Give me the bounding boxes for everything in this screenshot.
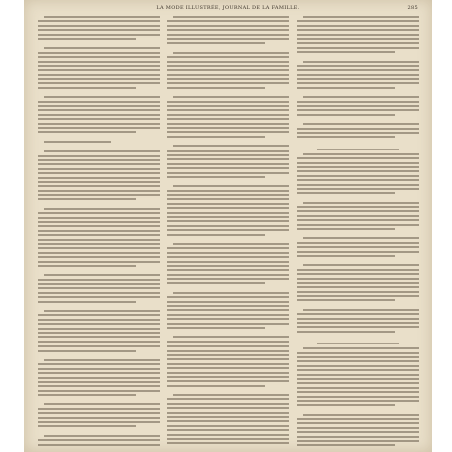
text-line bbox=[44, 16, 160, 18]
text-line bbox=[297, 273, 419, 275]
text-line bbox=[167, 358, 289, 360]
text-line bbox=[297, 313, 419, 315]
text-line bbox=[38, 328, 160, 330]
text-line bbox=[167, 385, 265, 387]
text-line bbox=[297, 278, 419, 280]
text-line bbox=[167, 154, 289, 156]
text-line bbox=[167, 158, 289, 160]
text-line bbox=[44, 150, 160, 152]
text-line bbox=[167, 301, 289, 303]
text-line bbox=[38, 78, 160, 80]
text-line bbox=[297, 132, 419, 134]
text-line bbox=[297, 242, 419, 244]
text-line bbox=[167, 274, 289, 276]
text-line bbox=[38, 385, 160, 387]
text-line bbox=[44, 96, 160, 98]
text-line bbox=[167, 354, 289, 356]
text-line bbox=[44, 141, 111, 143]
text-line bbox=[297, 396, 419, 398]
text-line bbox=[167, 127, 289, 129]
text-line bbox=[38, 439, 160, 441]
text-line bbox=[167, 234, 265, 236]
text-line bbox=[297, 162, 419, 164]
text-line bbox=[167, 101, 289, 103]
text-line bbox=[167, 380, 289, 382]
text-line bbox=[167, 407, 289, 409]
text-line bbox=[167, 305, 289, 307]
text-line bbox=[38, 109, 160, 111]
text-line bbox=[167, 225, 289, 227]
text-line bbox=[167, 203, 289, 205]
text-line bbox=[297, 215, 419, 217]
text-line bbox=[167, 265, 289, 267]
text-line bbox=[297, 157, 419, 159]
text-line bbox=[297, 206, 419, 208]
text-line bbox=[38, 56, 160, 58]
text-line bbox=[297, 404, 395, 406]
text-line bbox=[167, 438, 289, 440]
text-line bbox=[297, 25, 419, 27]
text-line bbox=[297, 128, 419, 130]
text-line bbox=[38, 408, 160, 410]
text-line bbox=[38, 319, 160, 321]
text-line bbox=[38, 69, 160, 71]
text-column-2 bbox=[167, 16, 289, 446]
text-line bbox=[38, 256, 160, 258]
text-line bbox=[38, 292, 160, 294]
text-line bbox=[38, 25, 160, 27]
text-column-1 bbox=[38, 16, 160, 446]
text-line bbox=[297, 20, 419, 22]
text-line bbox=[167, 318, 289, 320]
text-line bbox=[167, 136, 265, 138]
text-line bbox=[173, 243, 289, 245]
text-line bbox=[297, 331, 395, 333]
text-line bbox=[167, 216, 289, 218]
text-line bbox=[297, 34, 419, 36]
text-line bbox=[297, 282, 419, 284]
text-line bbox=[167, 229, 289, 231]
text-line bbox=[38, 217, 160, 219]
text-line bbox=[167, 282, 265, 284]
text-line bbox=[38, 296, 160, 298]
text-line bbox=[167, 114, 289, 116]
text-line bbox=[167, 425, 289, 427]
text-line bbox=[167, 376, 289, 378]
text-line bbox=[303, 309, 419, 311]
page-header bbox=[24, 5, 432, 15]
text-line bbox=[167, 327, 265, 329]
text-line bbox=[167, 42, 265, 44]
text-line bbox=[167, 367, 289, 369]
text-line bbox=[167, 29, 289, 31]
text-line bbox=[297, 291, 419, 293]
text-line bbox=[38, 332, 160, 334]
text-line bbox=[297, 170, 419, 172]
text-line bbox=[38, 345, 160, 347]
text-line bbox=[297, 382, 419, 384]
text-line bbox=[173, 145, 289, 147]
text-line bbox=[297, 326, 419, 328]
text-line bbox=[167, 420, 289, 422]
text-line bbox=[297, 179, 419, 181]
text-line bbox=[167, 190, 289, 192]
paragraph-gap bbox=[297, 141, 419, 146]
text-line bbox=[297, 418, 419, 420]
text-line bbox=[167, 176, 265, 178]
text-line bbox=[167, 194, 289, 196]
text-line bbox=[297, 436, 419, 438]
text-line bbox=[38, 234, 160, 236]
text-line bbox=[297, 318, 419, 320]
text-line bbox=[297, 87, 395, 89]
text-line bbox=[38, 350, 136, 352]
text-line bbox=[38, 323, 160, 325]
text-line bbox=[297, 228, 395, 230]
text-line bbox=[297, 444, 395, 446]
text-line bbox=[38, 239, 160, 241]
text-line bbox=[297, 166, 419, 168]
text-line bbox=[303, 16, 419, 18]
text-line bbox=[44, 359, 160, 361]
text-line bbox=[38, 29, 160, 31]
text-line bbox=[44, 47, 160, 49]
text-line bbox=[38, 368, 160, 370]
text-line bbox=[297, 286, 419, 288]
text-line bbox=[173, 185, 289, 187]
text-line bbox=[167, 416, 289, 418]
text-line bbox=[297, 184, 419, 186]
text-line bbox=[167, 212, 289, 214]
text-line bbox=[44, 208, 160, 210]
text-line bbox=[38, 444, 160, 446]
text-line bbox=[38, 261, 160, 263]
text-line bbox=[173, 96, 289, 98]
text-line bbox=[38, 185, 160, 187]
text-line bbox=[38, 412, 160, 414]
text-line bbox=[38, 114, 160, 116]
text-line bbox=[167, 20, 289, 22]
text-line bbox=[167, 341, 289, 343]
text-line bbox=[38, 74, 160, 76]
text-line bbox=[297, 431, 419, 433]
page-number: 285 bbox=[407, 5, 418, 11]
text-line bbox=[297, 114, 395, 116]
text-line bbox=[297, 378, 419, 380]
text-line bbox=[38, 425, 136, 427]
text-line bbox=[38, 61, 160, 63]
text-line bbox=[297, 65, 419, 67]
text-line bbox=[167, 269, 289, 271]
text-line bbox=[38, 101, 160, 103]
text-line bbox=[38, 363, 160, 365]
text-line bbox=[38, 38, 136, 40]
text-line bbox=[167, 25, 289, 27]
text-line bbox=[38, 247, 160, 249]
text-line bbox=[167, 105, 289, 107]
text-line bbox=[167, 74, 289, 76]
text-line bbox=[167, 69, 289, 71]
text-line bbox=[38, 118, 160, 120]
text-line bbox=[38, 390, 160, 392]
text-line bbox=[167, 247, 289, 249]
text-line bbox=[38, 87, 136, 89]
text-line bbox=[167, 256, 289, 258]
text-line bbox=[297, 219, 419, 221]
text-line bbox=[173, 292, 289, 294]
text-line bbox=[38, 221, 160, 223]
text-line bbox=[297, 400, 419, 402]
text-line bbox=[297, 374, 419, 376]
text-line bbox=[173, 336, 289, 338]
text-line bbox=[167, 34, 289, 36]
text-line bbox=[167, 163, 289, 165]
text-line bbox=[167, 296, 289, 298]
text-line bbox=[297, 69, 419, 71]
text-line bbox=[297, 299, 395, 301]
text-line bbox=[297, 251, 419, 253]
text-line bbox=[167, 252, 289, 254]
text-line bbox=[167, 309, 289, 311]
text-line bbox=[167, 429, 289, 431]
text-line bbox=[297, 101, 419, 103]
text-line bbox=[297, 360, 419, 362]
text-line bbox=[38, 230, 160, 232]
text-line bbox=[303, 264, 419, 266]
text-line bbox=[38, 131, 136, 133]
text-line bbox=[167, 78, 289, 80]
text-line bbox=[38, 252, 160, 254]
text-line bbox=[38, 394, 136, 396]
text-line bbox=[38, 421, 160, 423]
text-line bbox=[303, 202, 419, 204]
text-line bbox=[38, 181, 160, 183]
text-line bbox=[297, 295, 419, 297]
text-line bbox=[38, 212, 160, 214]
text-line bbox=[303, 414, 419, 416]
text-line bbox=[303, 237, 419, 239]
text-line bbox=[38, 265, 136, 267]
text-line bbox=[167, 207, 289, 209]
text-line bbox=[38, 314, 160, 316]
text-line bbox=[167, 87, 265, 89]
text-line bbox=[38, 417, 160, 419]
section-divider bbox=[317, 343, 399, 344]
text-line bbox=[303, 347, 419, 349]
text-line bbox=[303, 96, 419, 98]
text-line bbox=[167, 118, 289, 120]
text-line bbox=[38, 168, 160, 170]
text-line bbox=[297, 365, 419, 367]
text-line bbox=[167, 403, 289, 405]
text-line bbox=[38, 105, 160, 107]
journal-title: LA MODE ILLUSTRÉE, JOURNAL DE LA FAMILLE. bbox=[156, 5, 300, 11]
text-line bbox=[38, 301, 136, 303]
text-line bbox=[297, 224, 419, 226]
text-line bbox=[38, 177, 160, 179]
text-line bbox=[297, 74, 419, 76]
text-line bbox=[38, 127, 160, 129]
text-line bbox=[303, 61, 419, 63]
paragraph-gap bbox=[297, 335, 419, 340]
text-line bbox=[44, 435, 160, 437]
text-line bbox=[297, 255, 395, 257]
text-line bbox=[167, 398, 289, 400]
text-line bbox=[167, 442, 289, 444]
text-line bbox=[167, 109, 289, 111]
text-line bbox=[297, 387, 419, 389]
text-line bbox=[297, 109, 419, 111]
text-line bbox=[297, 322, 419, 324]
text-line bbox=[167, 363, 289, 365]
text-line bbox=[297, 188, 419, 190]
text-line bbox=[297, 246, 419, 248]
text-line bbox=[167, 345, 289, 347]
text-line bbox=[38, 190, 160, 192]
text-line bbox=[167, 372, 289, 374]
text-line bbox=[38, 243, 160, 245]
text-line bbox=[38, 52, 160, 54]
text-line bbox=[44, 403, 160, 405]
text-line bbox=[297, 356, 419, 358]
newspaper-page bbox=[24, 0, 432, 452]
text-line bbox=[38, 283, 160, 285]
text-line bbox=[297, 440, 419, 442]
text-line bbox=[38, 159, 160, 161]
text-line bbox=[44, 274, 160, 276]
text-line bbox=[297, 369, 419, 371]
text-line bbox=[38, 65, 160, 67]
text-line bbox=[167, 172, 289, 174]
text-line bbox=[167, 131, 289, 133]
text-line bbox=[297, 105, 419, 107]
text-line bbox=[38, 377, 160, 379]
text-line bbox=[173, 394, 289, 396]
text-line bbox=[297, 269, 419, 271]
text-line bbox=[303, 123, 419, 125]
text-line bbox=[167, 198, 289, 200]
text-line bbox=[167, 61, 289, 63]
text-line bbox=[173, 52, 289, 54]
text-line bbox=[38, 172, 160, 174]
text-line bbox=[38, 34, 160, 36]
text-line bbox=[297, 29, 419, 31]
text-line bbox=[167, 314, 289, 316]
text-line bbox=[173, 16, 289, 18]
text-line bbox=[167, 38, 289, 40]
text-line bbox=[38, 341, 160, 343]
text-line bbox=[167, 350, 289, 352]
text-line bbox=[167, 82, 289, 84]
text-line bbox=[167, 150, 289, 152]
text-line bbox=[297, 192, 395, 194]
text-line bbox=[167, 220, 289, 222]
text-line bbox=[297, 210, 419, 212]
text-line bbox=[38, 123, 160, 125]
text-line bbox=[167, 323, 289, 325]
text-line bbox=[38, 163, 160, 165]
text-line bbox=[38, 198, 136, 200]
text-line bbox=[297, 82, 419, 84]
text-line bbox=[38, 372, 160, 374]
text-line bbox=[167, 56, 289, 58]
text-line bbox=[297, 352, 419, 354]
text-line bbox=[167, 123, 289, 125]
text-line bbox=[44, 310, 160, 312]
text-line bbox=[297, 38, 419, 40]
text-line bbox=[297, 42, 419, 44]
text-line bbox=[38, 279, 160, 281]
text-line bbox=[167, 412, 289, 414]
text-line bbox=[297, 47, 419, 49]
text-line bbox=[297, 391, 419, 393]
text-column-3 bbox=[297, 16, 419, 446]
text-line bbox=[297, 78, 419, 80]
text-line bbox=[38, 287, 160, 289]
text-line bbox=[167, 434, 289, 436]
text-line bbox=[297, 422, 419, 424]
text-line bbox=[167, 278, 289, 280]
section-divider bbox=[317, 149, 399, 150]
text-line bbox=[297, 427, 419, 429]
text-line bbox=[38, 225, 160, 227]
text-line bbox=[297, 136, 395, 138]
text-line bbox=[38, 336, 160, 338]
text-line bbox=[38, 155, 160, 157]
text-line bbox=[303, 153, 419, 155]
text-line bbox=[167, 65, 289, 67]
text-line bbox=[38, 20, 160, 22]
text-line bbox=[38, 82, 160, 84]
text-line bbox=[167, 167, 289, 169]
text-line bbox=[38, 381, 160, 383]
text-line bbox=[38, 194, 160, 196]
text-line bbox=[167, 261, 289, 263]
text-line bbox=[297, 51, 395, 53]
text-line bbox=[297, 175, 419, 177]
